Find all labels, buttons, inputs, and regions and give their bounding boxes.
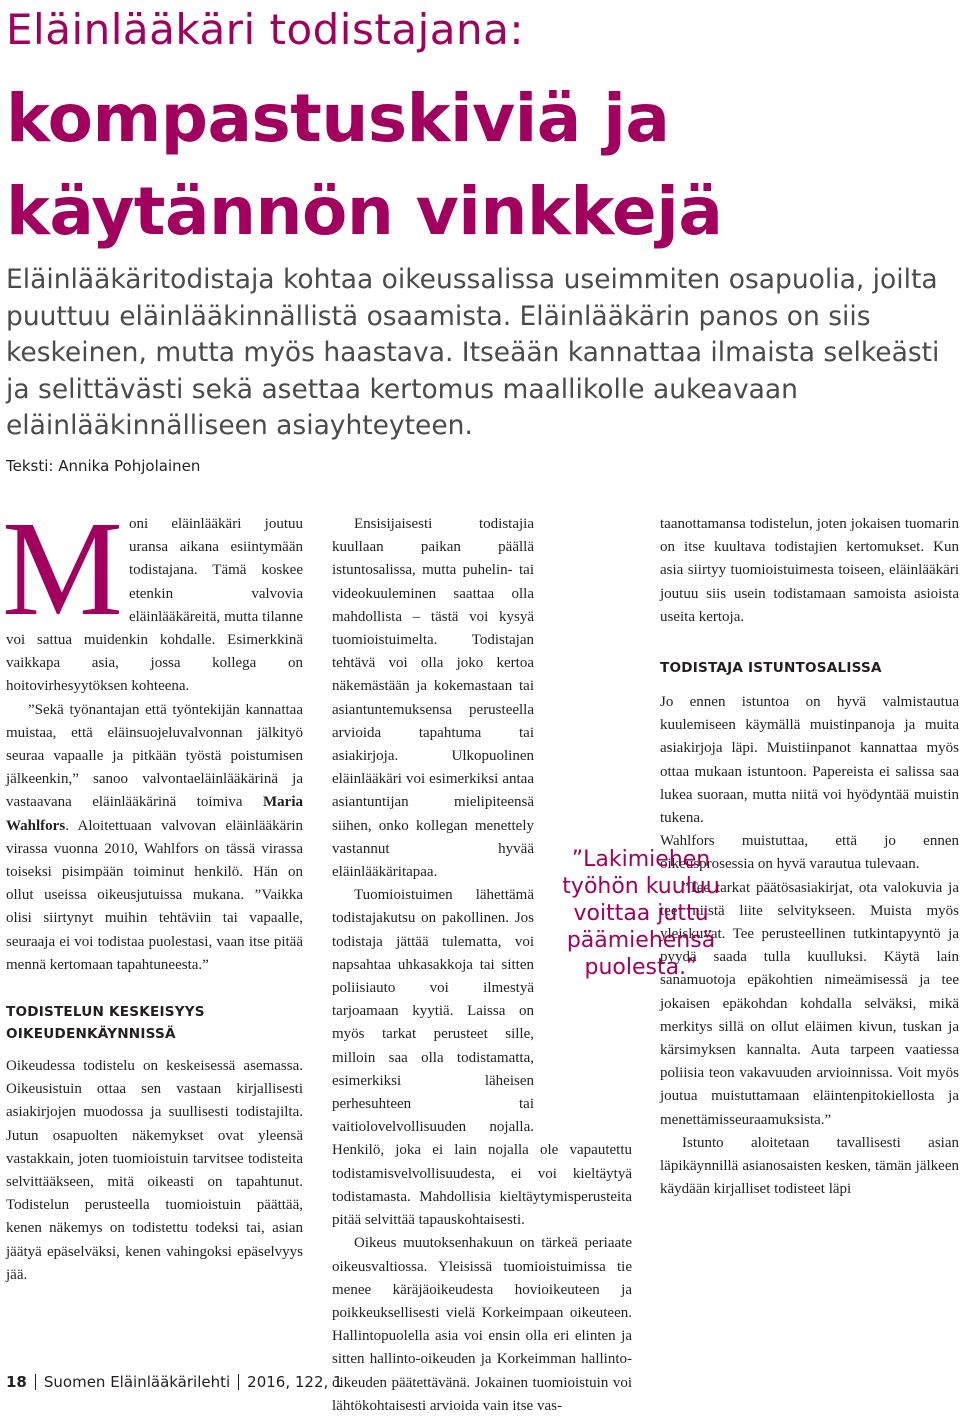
person-name: Maria Wahlfors: [6, 794, 303, 834]
body-paragraph: taanottamansa todistelun, joten jokaisen tuomarin on itse kuultava todistajien kertomukset. Kun asia siirtyy tuomioistuimesta toiseen, eläinlääkäri joutuu siis usein todistamaan samoista asioista useita kertoja.: [660, 516, 959, 625]
headline-line-1: kompastuskiviä ja: [6, 80, 670, 157]
text-column-1: [2, 494, 303, 1287]
body-paragraph: Oikeudessa todistelu on keskeisessä asemassa. Oikeusistuin ottaa sen vastaan kirjallisesti asiakirjojen muodossa ja suullisesti todistajilta. Jutun osapuolten näkemykset ovat yleensä vastakkain, joten tuomioistuin tarvitsee todisteita selvittääkseen, mitä oikeasti on tapahtunut. Todistelun perusteella tuomioistuin päättää, kenen näkemys on todistettu todeksi tai, asian jäätyä epäselväksi, kenen vahingoksi epäselvyys jää.: [6, 1058, 303, 1283]
pull-quote-line: voittaa juttu: [573, 901, 709, 926]
pull-quote-line: ”Lakimiehen: [571, 847, 711, 872]
headline-line-2: käytännön vinkkejä: [6, 173, 723, 250]
pull-quote-line: työhön kuuluu: [562, 874, 720, 899]
issue-info: 2016, 122, 1: [247, 1373, 343, 1391]
body-paragraph: [6, 699, 303, 977]
article-kicker: Eläinlääkäri todistajana:: [6, 5, 524, 54]
body-paragraph: Ensisijaisesti todistajia kuullaan paikan päällä istuntosalissa, mutta puhelin- tai videokuuleminen saattaa olla mahdollista – tästä voi kysyä tuomioistuimelta. Todistajan tehtävä voi olla joko kertoa näkemästään ja kokemastaan tai asiantuntemuksensa perusteella arvioida tapahtuma tai asiakirjoja. Ulkopuolinen eläinlääkäri voi esimerkiksi antaa asiantuntijan mielipiteensä siihen, onko kollegan menettely vastannut hyvää eläinlääkäritapaa.: [332, 516, 534, 881]
pull-quote: [548, 846, 734, 981]
paragraph-text: oni eläinlääkäri joutuu uransa aikana esiintymään todistajana. Tämä koskee etenkin valvovia eläinlääkäreitä, mutta tilanne voi sattua muidenkin kohdalle. Esimerkkinä vaikkapa asia, jossa kollega on hoitovirhesyytöksen kohteena.: [6, 516, 303, 695]
pull-quote-line: päämiehensä: [566, 928, 716, 953]
article-lead: Eläinlääkäritodistaja kohtaa oikeussalissa useimmiten osapuolia, joilta puuttuu eläinlääkinnällistä osaamista. Eläinlääkärin panos on siis keskeinen, mutta myös haastava. Itseään kannattaa ilmaista selkeästi ja selittävästi sekä asettaa kertomus maallikolle aukeavaan eläinlääkinnälliseen asiayhteyteen.: [6, 264, 940, 441]
paragraph-text: . Aloitettuaan valvovan eläinlääkärin virassa vuonna 2010, Wahlfors on tässä virassa toiseksi pisimpään toiminut henkilö. Hän on ollut useissa oikeusjutuissa mukana. ”Vaikka olisi siirtynyt muihin tehtäviin tai vapaalle, seuraaja ei voi todistaa puolestasi, vaan itse pitää mennä kertomaan tapahtuneesta.”: [6, 817, 303, 973]
page-number: 18: [6, 1373, 27, 1391]
body-paragraph: Oikeus muutoksenhakuun on tärkeä periaate oikeusvaltiossa. Yleisissä tuomioistuimissa tie menee käräjäoikeudesta hovioikeuteen ja poikkeuksellisesti vielä Korkeimpaan oikeuteen. Hallintopuolella asia voi ensin olla eri elinten ja sitten hallinto-oikeuden ja Korkeimman hallinto-oikeuden päätettävänä. Jokainen tuomioistuin voi lähtökohtaisesti arvioida vain itse vas-: [332, 1235, 632, 1414]
publication-name: Suomen Eläinlääkärilehti: [43, 1373, 231, 1391]
section-subheading: TODISTAJA ISTUNTOSALISSA: [660, 660, 882, 677]
footer-divider: [35, 1374, 36, 1390]
footer-divider: [238, 1374, 239, 1390]
body-paragraph: Wahlfors muistuttaa, että jo ennen oikeusprosessia on hyvä varautua tulevaan.: [660, 833, 959, 873]
article-headline: [6, 72, 722, 258]
drop-cap: M: [2, 494, 123, 644]
body-paragraph: ”Tee tarkat päätösasiakirjat, ota valokuvia ja tee niistä liite selvitykseen. Muista myös yleiskuvat. Tee perusteellinen tutkintapyyntö ja pyydä saada tulla kuulluksi. Käytä lain sanamuotoja epäkohtien nimeämisessä ja tee jokaisen epäkohdan kohdalla selväksi, mikä merkitys sillä on ollut eläimen kivun, tuskan ja kärsimyksen kannalta. Auta tarpeen vaatiessa poliisia teon vakavuuden arvioinnissa. Voit myös joutua muistuttamaan eläintenpitokiellosta ja menettämisseuraamuksista.”: [660, 879, 959, 1128]
body-paragraph: Tuomioistuimen lähettämä todistajakutsu on pakollinen. Jos todistaja jättää tulematta, voi napsahtaa uhkasakkoja tai sitten poliisiauto voi ilmestyä tarjoamaan kyytiä. Laissa on myös tarkat perusteet sille, milloin saa olla todistamatta, esimerkiksi läheisen perhesuhteen tai vaitiolovelvollisuuden nojalla. Henkilö, joka ei lain nojalla ole vapautettu todistamisvelvollisuudesta, ei voi kieltäytyä todistamasta. Mahdollisia kieltäytymisperusteita pitää selvittää tapauskohtaisesti.: [332, 887, 632, 1229]
pull-quote-line: puolesta.”: [584, 955, 698, 980]
byline: Teksti: Annika Pohjolainen: [6, 457, 201, 475]
page-footer: [6, 1373, 343, 1391]
section-subheading: TODISTELUN KESKEISYYS OIKEUDENKÄYNNISSÄ: [6, 1004, 205, 1043]
body-paragraph: Istunto aloitetaan tavallisesti asian läpikäynnillä asianosaisten kesken, tämän jälkeen käydään kirjalliset todisteet läpi: [660, 1134, 959, 1198]
body-paragraph: Jo ennen istuntoa on hyvä valmistautua kuulemiseen käymällä muistinpanoja ja muita asiakirjoja läpi. Muistiinpanot kannattaa myös ottaa mukaan istuntoon. Papereista ei salissa saa lukea suoraan, mutta niitä voi hyödyntää muistin tukena.: [660, 694, 959, 827]
paragraph-text: ”Sekä työnantajan että työntekijän kannattaa muistaa, että eläinsuojeluvalvonnan jälkityö seuraa vapaalle ja pitkään työstä poistumisen jälkeenkin,” sanoo valvontaeläinlääkärinä ja vastaavana eläinlääkärinä toimiva: [6, 701, 303, 811]
body-paragraph: [2, 494, 303, 699]
